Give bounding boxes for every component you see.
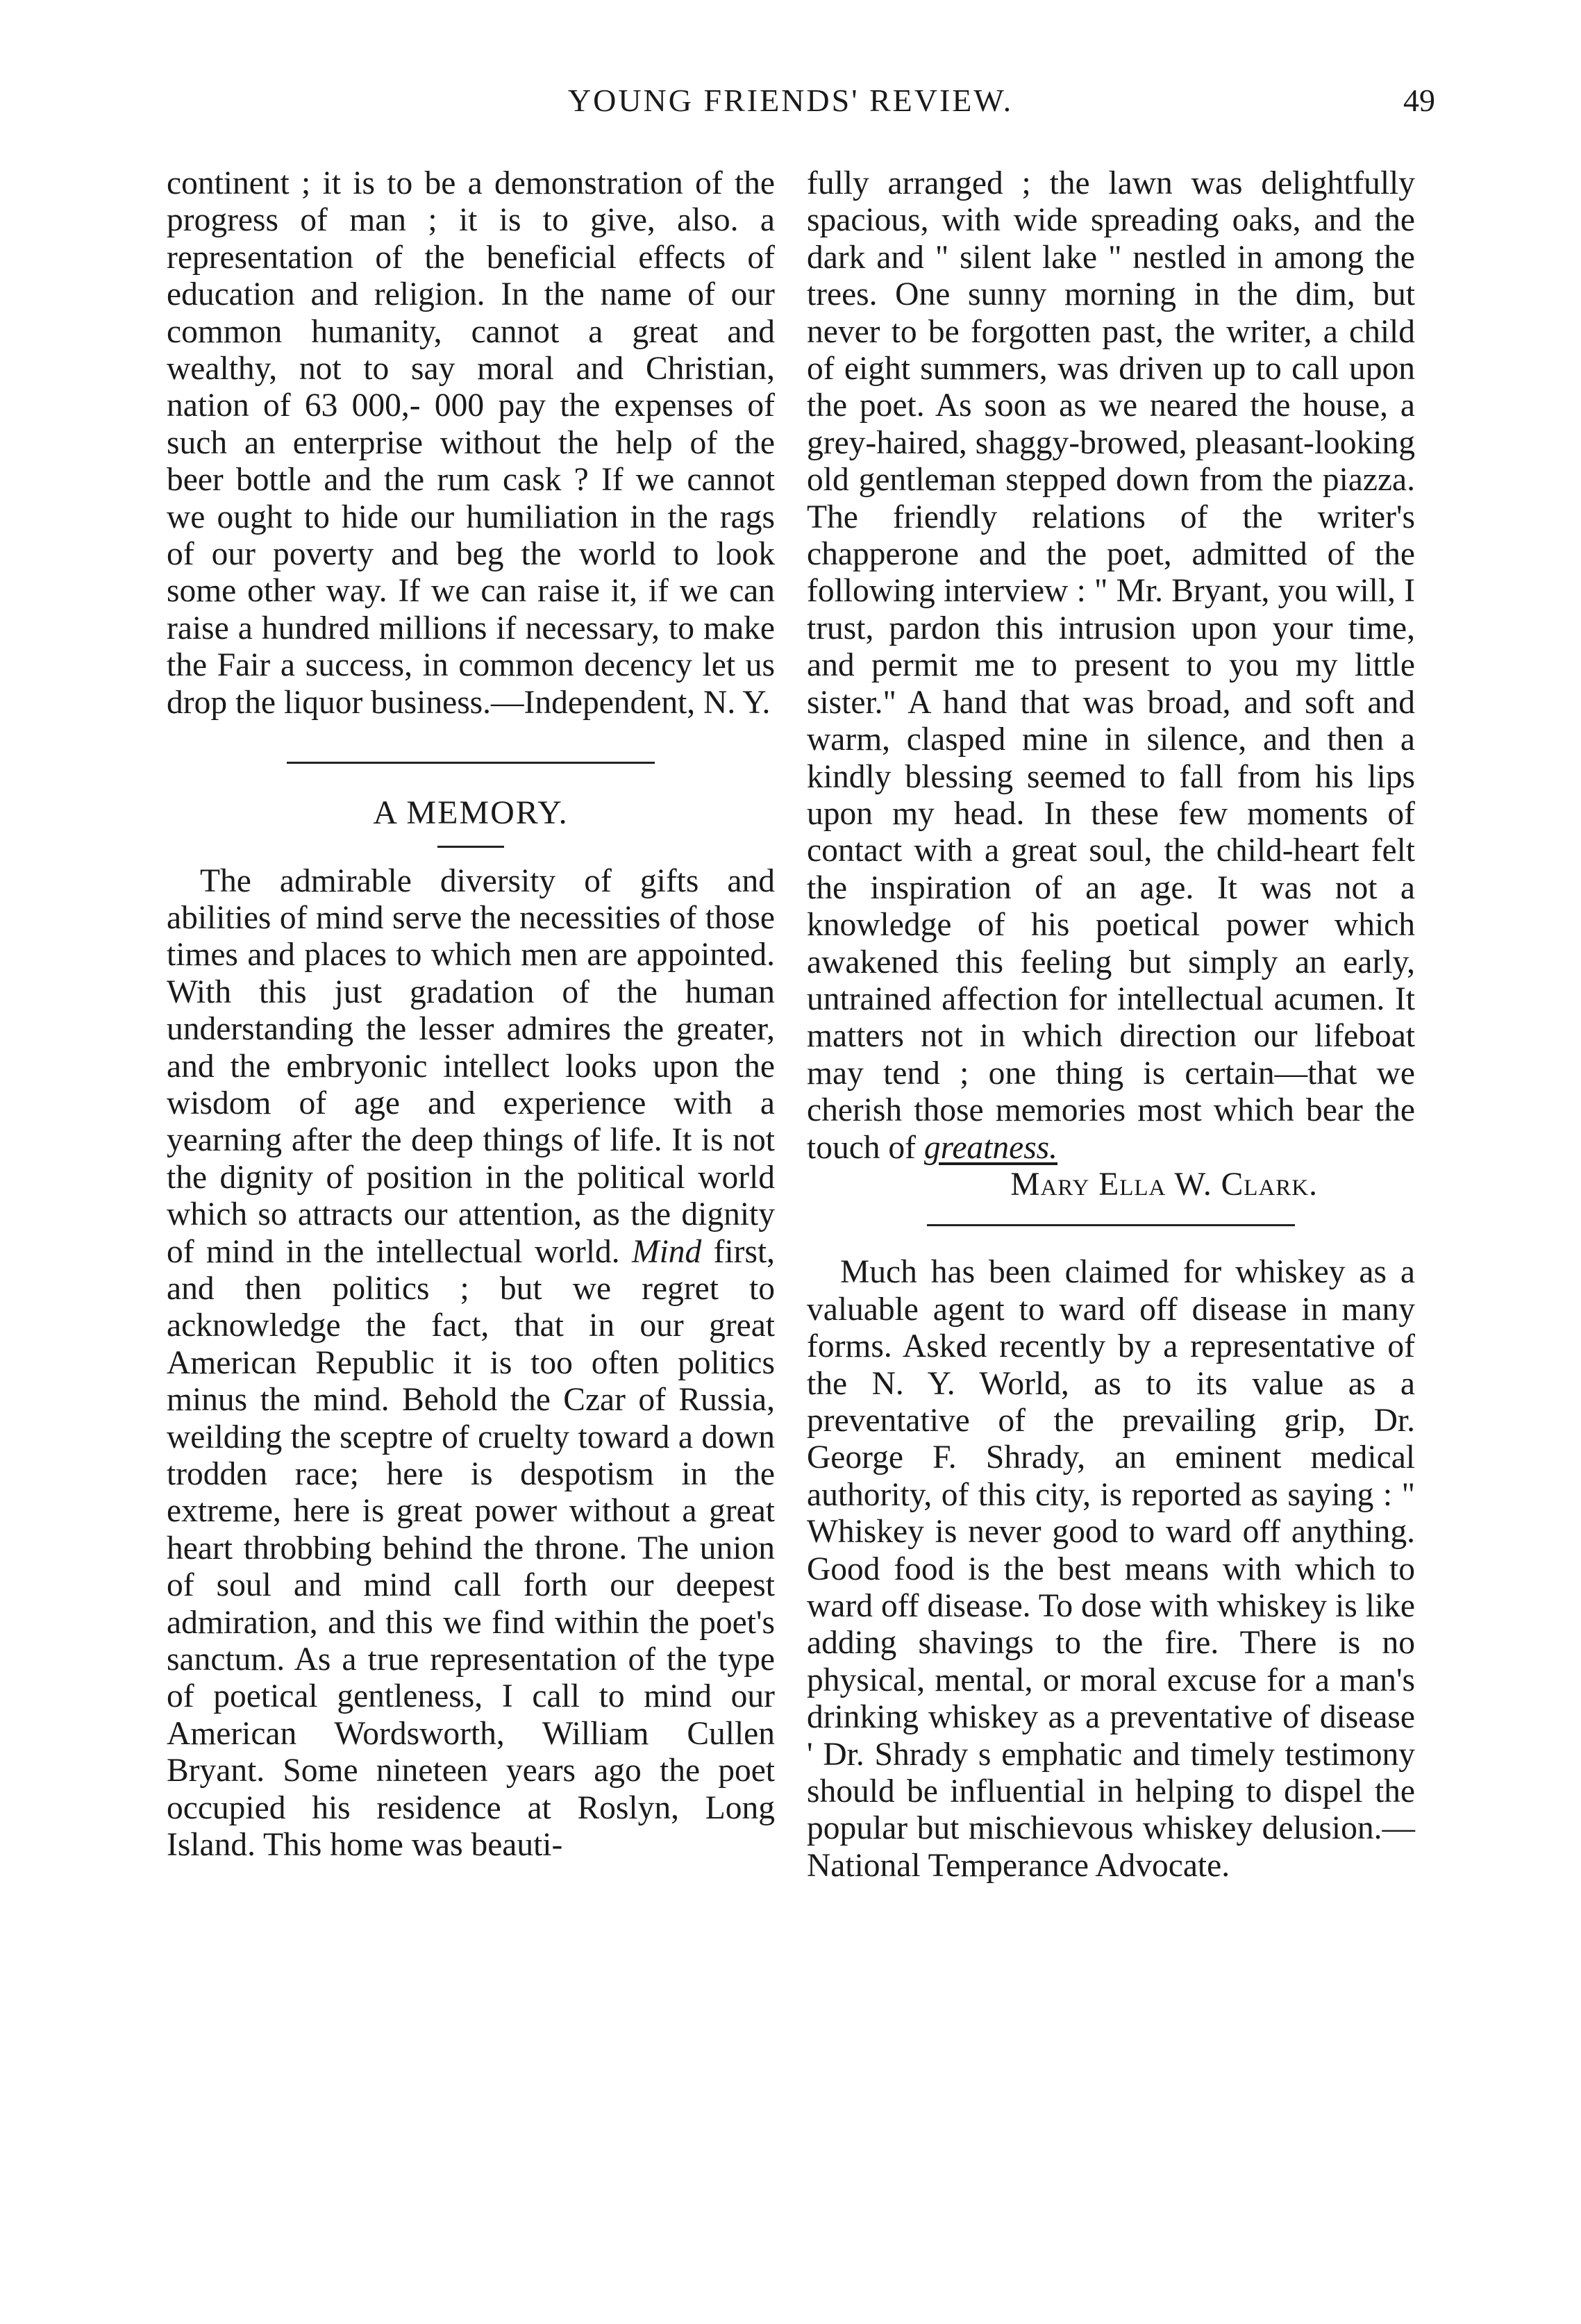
continued-article-text: continent ; it is to be a demonstration of the progress of man ; it is to give, also. a representation of the beneficial effects of education and religion. In the name of our common humanity, cannot a great and wealthy, not to say moral and Christian, nation of 63 000,- 000 pay the expenses of such an enterprise without the help of the beer bottle and the rum cask ? If we cannot we ought to hide our humiliation in the rags of our poverty and beg the world to look some other way. If we can raise it, if we can raise a hundred millions if necessary, to make the Fair a success, in common decency let us drop the liquor business.—Independent, N. Y.: [167, 165, 775, 721]
memory-article-text: [167, 863, 775, 1864]
memory-text-part-1: The admirable diversity of gifts and abilities of mind serve the necessities of those times and places to which men are appointed. With this just gradation of the human understanding the lesser admires the greater, and the embryonic intellect looks upon the wisdom of age and experience with a yearning after the deep things of life. It is not the dignity of position in the political world which so attracts our attention, as the dignity of mind in the intellectual world.: [167, 862, 775, 1270]
whiskey-article-text: Much has been claimed for whiskey as a valuable agent to ward off disease in many forms. Asked recently by a representative of the N. Y. World, as to its value as a preventative of the prevailing grip, Dr. George F. Shrady, an eminent medical authority, of this city, is reported as saying : " Whiskey is never good to ward off anything. Good food is the best means with which to ward off disease. To dose with whiskey is like adding shavings to the fire. There is no physical, mental, or moral excuse for a man's drinking whiskey as a preventative of disease ' Dr. Shrady s emphatic and timely testimony should be influential in helping to dispel the popular but mischievous whiskey delusion.—National Temperance Advocate.: [807, 1254, 1415, 1884]
article-heading: A MEMORY.: [373, 794, 569, 832]
memory-text-part-2: first, and then politics ; but we regret to acknowledge the fact, that in our great American Republic it is too often politics minus the mind. Behold the Czar of Russia, weilding the sceptre of cruelty toward a down trodden race; here is despotism in the extreme, here is great power without a great heart throbbing behind the throne. The union of soul and mind call forth our deepest admiration, and this we find within the poet's sanctum. As a true representation of the type of poetical gentleness, I call to mind our American Wordsworth, William Cullen Bryant. Some nineteen years ago the poet occupied his residence at Roslyn, Long Island. This home was beauti-: [167, 1233, 776, 1864]
emphasized-word-mind: Mind: [632, 1233, 702, 1270]
memory-article-continued: [807, 165, 1415, 1167]
page-number: 49: [1403, 83, 1435, 118]
left-column: [167, 165, 775, 1864]
memory-text-part-3: fully arranged ; the lawn was delightfully spacious, with wide spreading oaks, and the dark and " silent lake " nestled in among the trees. One sunny morning in the dim, but never to be forgotten past, the writer, a child of eight summers, was driven up to call upon the poet. As soon as we neared the house, a grey-haired, shaggy-browed, pleasant-looking old gentleman stepped down from the piazza. The friendly relations of the writer's chapperone and the poet, admitted of the following interview : " Mr. Bryant, you will, I trust, pardon this intrusion upon your time, and permit me to present to you my little sister." A hand that was broad, and soft and warm, clasped mine in silence, and then a kindly blessing seemed to fall from his lips upon my head. In these few moments of contact with a great soul, the child-heart felt the inspiration of an age. It was not a knowledge of his poetical power which awakened this feeling but simply an early, untrained affection for intellectual acumen. It matters not in which direction our lifeboat may tend ; one thing is certain—that we cherish those memories most which bear the touch of: [807, 165, 1415, 1166]
running-title: YOUNG FRIENDS' REVIEW.: [567, 83, 1014, 118]
page-header: [0, 82, 1581, 124]
right-column: [807, 165, 1415, 1884]
emphasized-word-greatness: greatness.: [923, 1129, 1058, 1166]
author-signature: Mary Ella W. Clark.: [1010, 1166, 1318, 1203]
